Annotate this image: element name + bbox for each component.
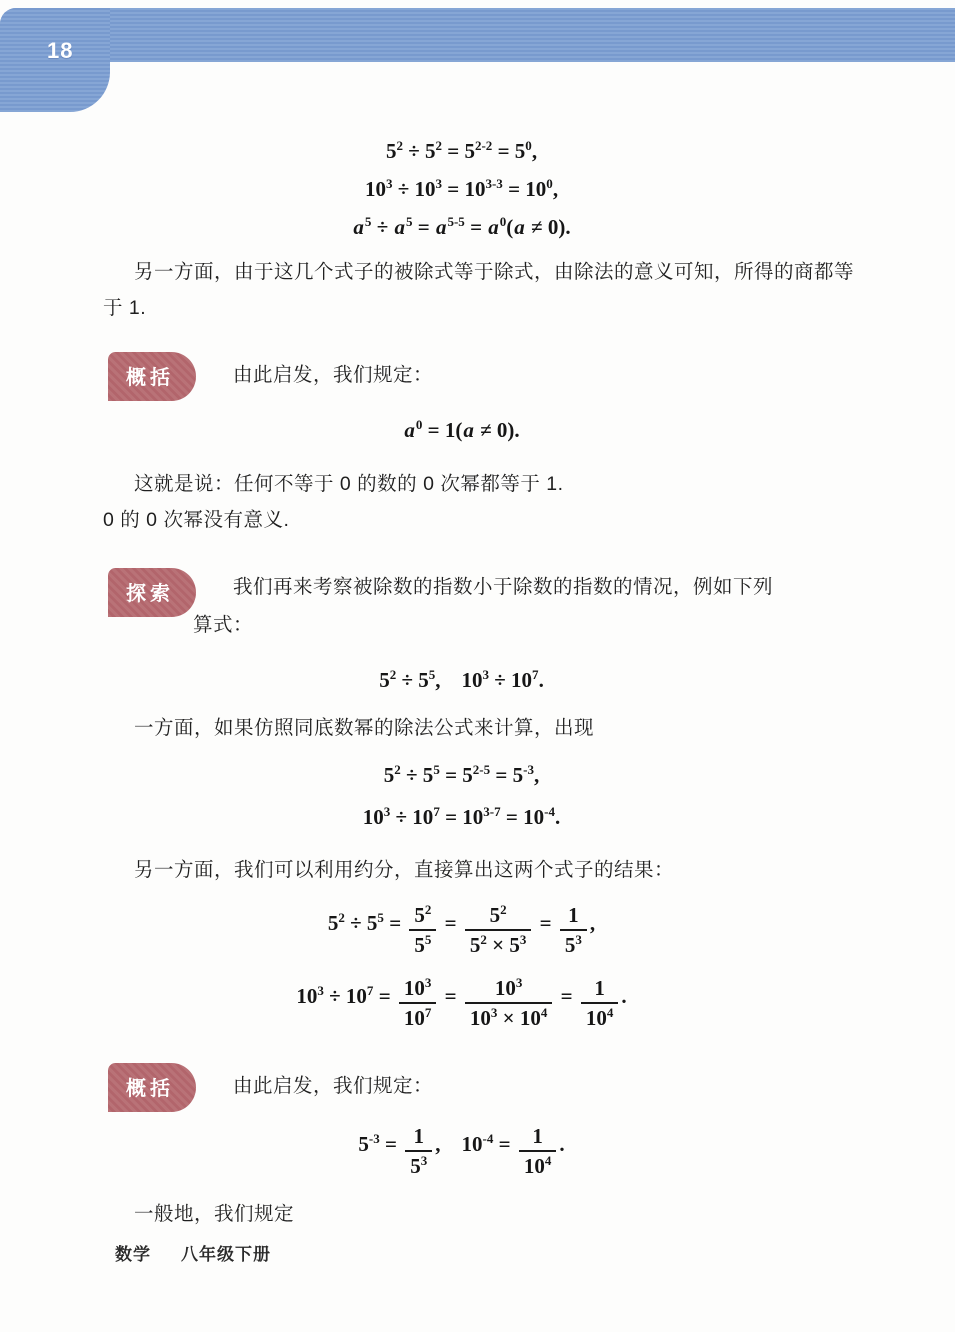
summary-section-2 xyxy=(103,1063,870,1180)
fraction-derivation xyxy=(103,902,870,1031)
example-expressions-formula: $5^2 \div 5^5$, $10^3 \div 10^7$. xyxy=(379,667,544,692)
explore-text-line: 算式： xyxy=(193,614,254,636)
fraction-formula-line: $10^3 \div 10^7$ = $\frac{10^3}{10^7}$ = $\frac{10^3}{10^3 \times 10^4}$ = $\frac{1}{10^4}$ . xyxy=(296,974,627,1030)
explanation-line: 0 的 0 次幂没有意义. xyxy=(103,509,290,531)
formula-line: $10^3 \div 10^3 = 10^{3-3} = 10^0$, xyxy=(364,176,559,201)
summary-lead-text: 由此启发，我们规定： xyxy=(233,364,434,386)
explore-section xyxy=(103,568,870,644)
explore-badge: 探索 xyxy=(108,568,196,617)
explore-text-line: 我们再来考察被除数的指数小于除数的指数的情况，例如下列 xyxy=(233,576,774,598)
header-band xyxy=(0,8,955,62)
paragraph-general-rule: 一般地，我们规定 xyxy=(134,1202,295,1225)
negative-exponent-derivation xyxy=(103,754,870,838)
zero-exponent-derivation xyxy=(103,132,870,246)
book-footer xyxy=(115,1240,271,1265)
paragraph-other-side-quotient: 另一方面，由于这几个式子的被除式等于除式，由除法的意义可知，所得的商都等于 1. xyxy=(103,261,855,319)
explanation-line: 这就是说：任何不等于 0 的数的 0 次幂都等于 1. xyxy=(134,473,564,495)
paragraph-other-side-reduction: 另一方面，我们可以利用约分，直接算出这两个式子的结果： xyxy=(134,859,675,881)
summary-lead-text: 由此启发，我们规定： xyxy=(233,1075,434,1097)
summary-section-1 xyxy=(103,352,870,450)
formula-line: $10^3 \div 10^7 = 10^{3-7} = 10^{-4}$. xyxy=(362,804,561,829)
formula-line: $5^2 \div 5^5 = 5^{2-5} = 5^{-3}$, xyxy=(383,762,540,787)
footer-subject: 数学 xyxy=(115,1245,151,1264)
paragraph-one-side: 一方面，如果仿照同底数幂的除法公式来计算，出现 xyxy=(134,717,595,739)
zero-exponent-explanation xyxy=(103,466,870,538)
negative-exponent-rule-formula: $5^{-3}$ = $\frac{1}{5^3}$ , $10^{-4}$ = $\frac{1}{10^4}$ . xyxy=(358,1124,565,1179)
zero-exponent-rule-formula: $a^0 = 1(a \ne 0)$. xyxy=(404,417,520,442)
page-content xyxy=(0,112,955,1232)
fraction-formula-line: $5^2 \div 5^5$ = $\frac{5^2}{5^5}$ = $\frac{5^2}{5^2 \times 5^3}$ = $\frac{1}{5^3}$ , xyxy=(327,902,596,958)
footer-book-title: 八年级下册 xyxy=(181,1245,271,1264)
summary-badge: 概括 xyxy=(108,1063,196,1112)
page-number: 18 xyxy=(47,38,74,63)
summary-badge: 概括 xyxy=(108,352,196,401)
formula-line: $5^2 \div 5^2 = 5^{2-2} = 5^0$, xyxy=(385,138,538,163)
formula-line: $a^5 \div a^5 = a^{5-5} = a^0(a \ne 0)$. xyxy=(353,214,571,239)
